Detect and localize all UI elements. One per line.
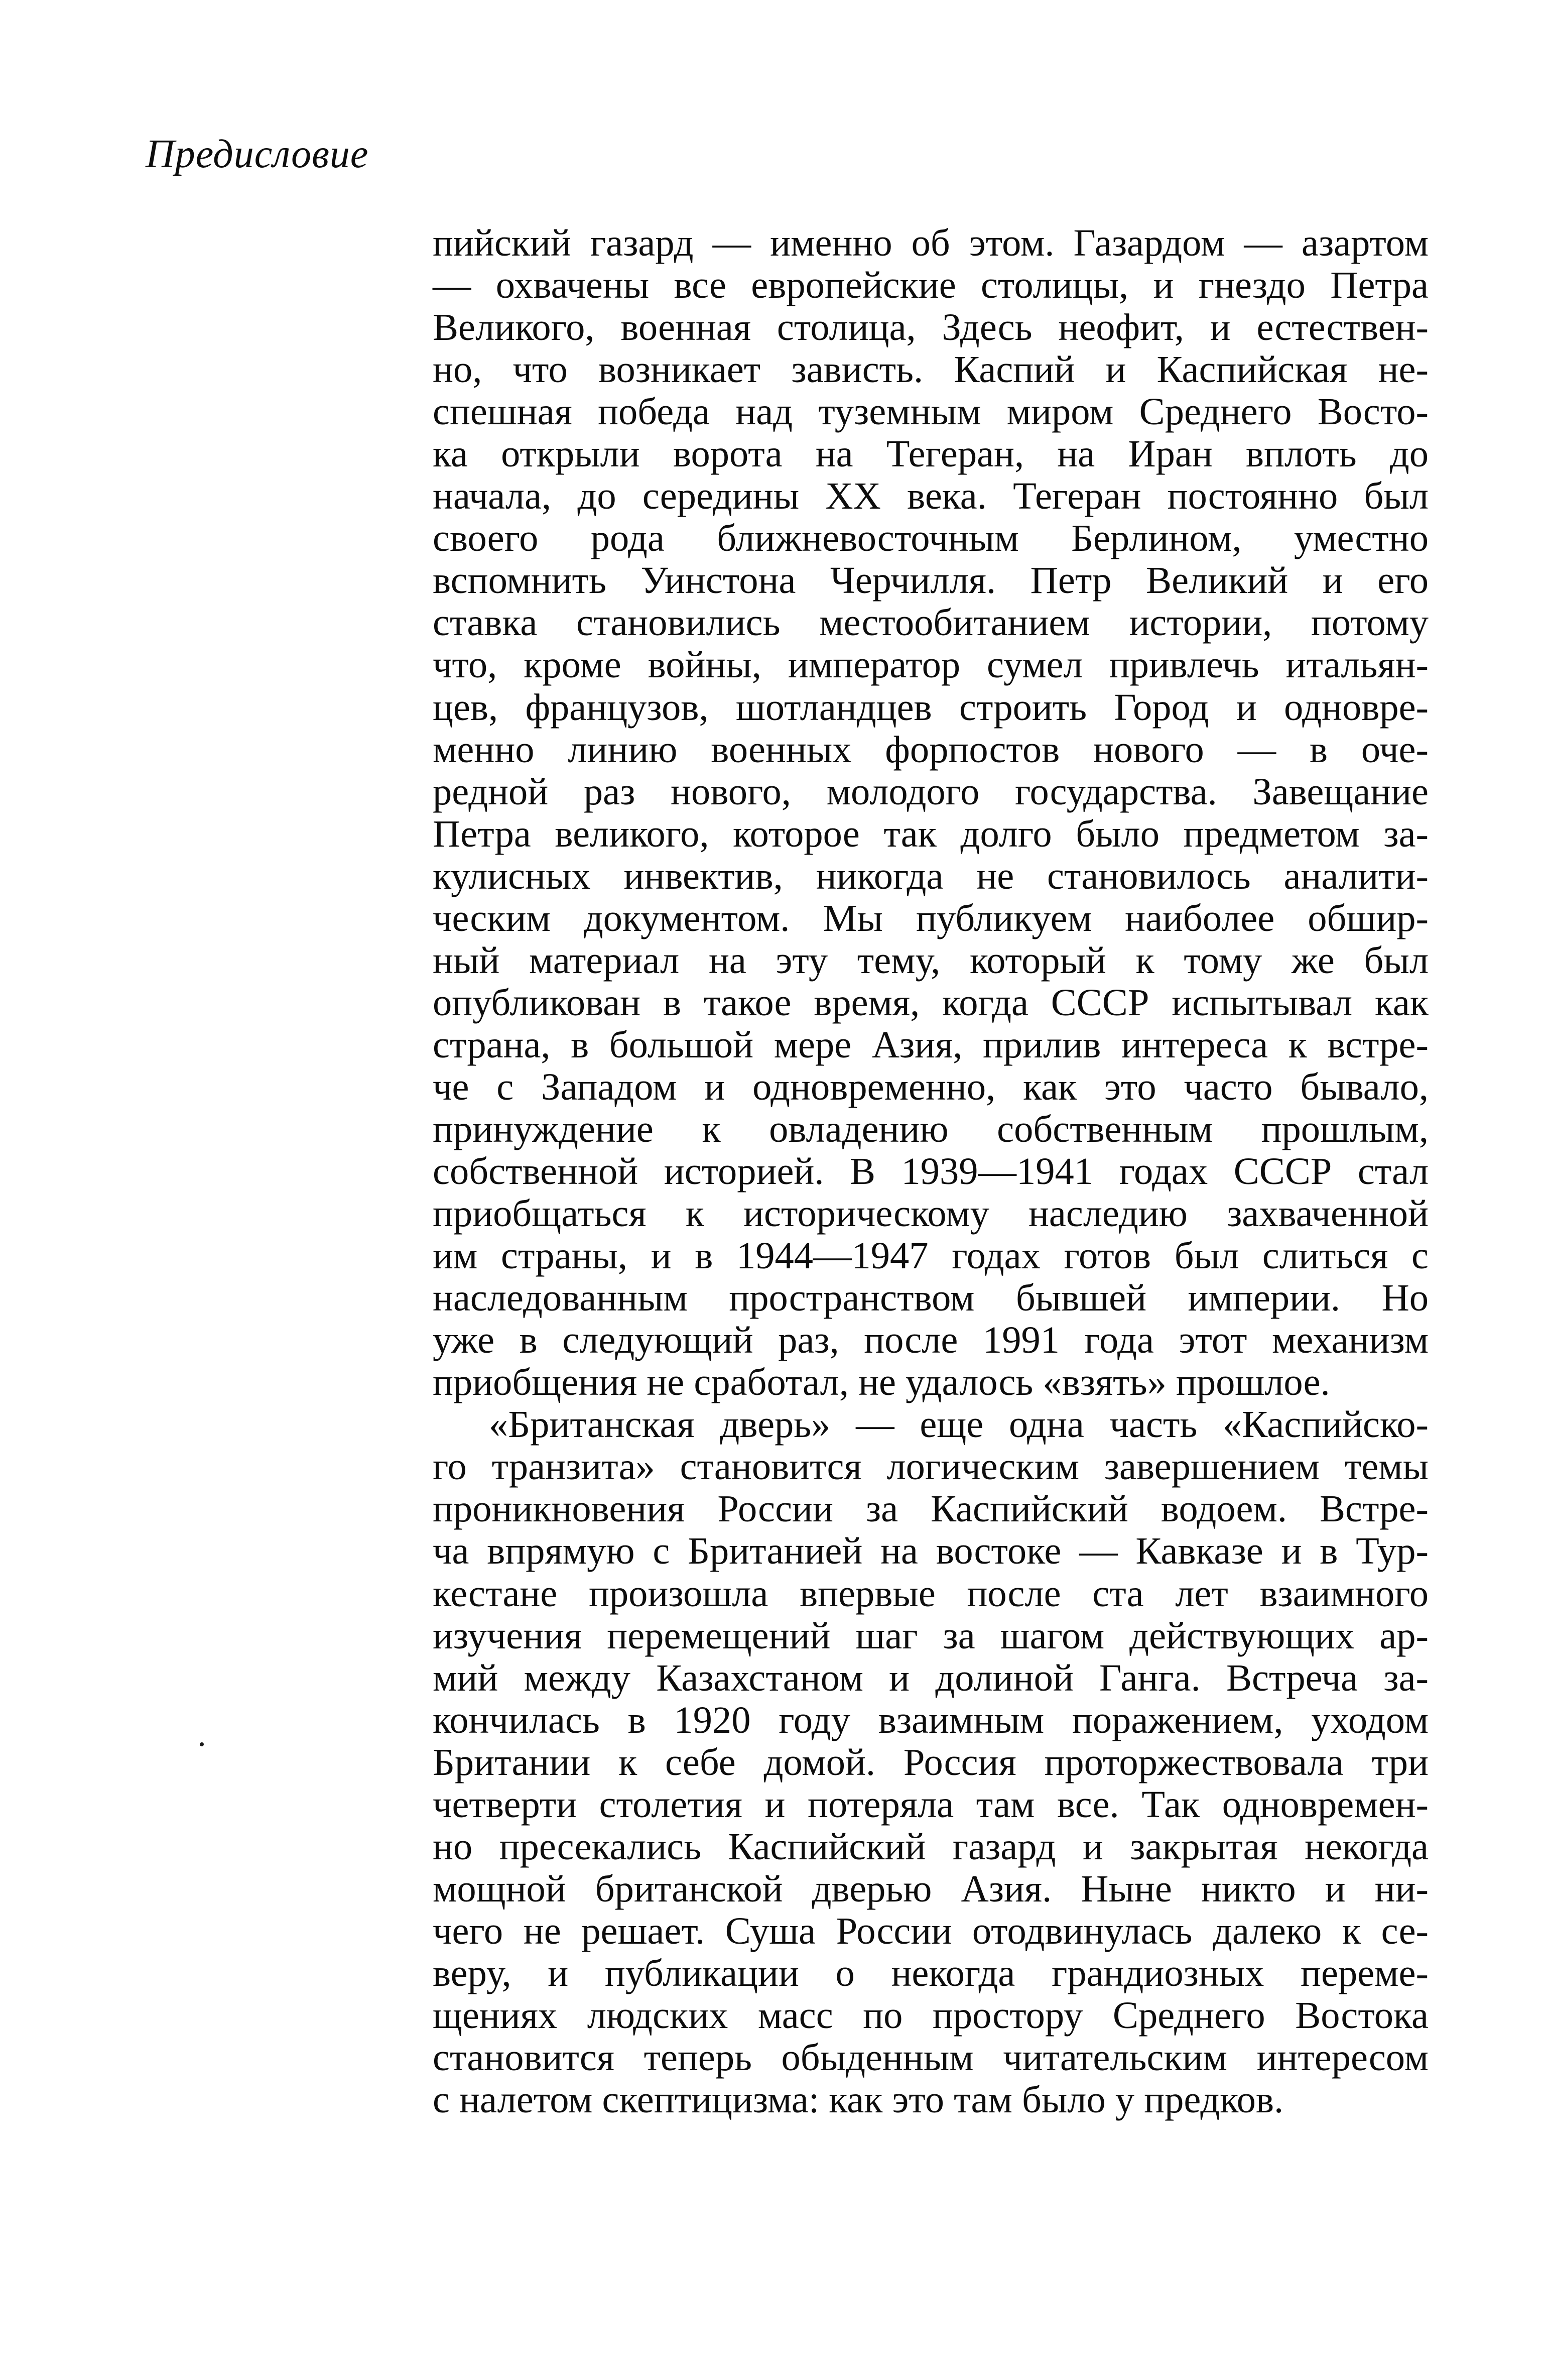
- print-speck: [200, 1742, 204, 1746]
- paragraph-2: [433, 1403, 1429, 2121]
- body-text: [433, 222, 1429, 2121]
- text-line: начала, до середины XX века. Тегеран постоянно был: [433, 474, 1429, 518]
- text-line: спешная победа над туземным миром Среднего Восто-: [433, 390, 1429, 433]
- text-line: редной раз нового, молодого государства. Завещание: [433, 770, 1429, 813]
- text-line: ка открыли ворота на Тегеран, на Иран вплоть до: [433, 432, 1429, 475]
- text-line: кестане произошла впервые после ста лет взаимного: [433, 1572, 1429, 1615]
- text-line: своего рода ближневосточным Берлином, уместно: [433, 517, 1429, 560]
- text-line: с налетом скептицизма: как это там было у предков.: [433, 2078, 1284, 2121]
- text-line: ставка становились местообитанием истории, потому: [433, 601, 1429, 644]
- text-line: приобщения не сработал, не удалось «взять» прошлое.: [433, 1361, 1330, 1404]
- text-line: кончилась в 1920 году взаимным поражением, уходом: [433, 1698, 1429, 1741]
- text-line: ча впрямую с Британией на востоке — Кавказе и в Тур-: [433, 1529, 1429, 1573]
- text-line: опубликован в такое время, когда СССР испытывал как: [433, 981, 1429, 1024]
- text-line: изучения перемещений шаг за шагом действующих ар-: [433, 1614, 1429, 1657]
- text-line: «Британская дверь» — еще одна часть «Каспийско-: [489, 1403, 1429, 1446]
- text-line: веру, и публикации о некогда грандиозных переме-: [433, 1951, 1429, 1994]
- text-line: цев, французов, шотландцев строить Город и одновре-: [433, 685, 1429, 729]
- text-line: пийский газард — именно об этом. Газардом — азартом: [433, 221, 1429, 264]
- text-line: четверти столетия и потеряла там все. Так одновремен-: [433, 1782, 1429, 1826]
- text-line: страна, в большой мере Азия, прилив интереса к встре-: [433, 1023, 1429, 1066]
- running-head: Предисловие: [146, 132, 369, 176]
- text-line: го транзита» становится логическим завершением темы: [433, 1445, 1429, 1488]
- text-line: ческим документом. Мы публикуем наиболее обшир-: [433, 896, 1429, 939]
- paragraph-1: [433, 222, 1429, 1403]
- text-line: но пресекались Каспийский газард и закрытая некогда: [433, 1825, 1429, 1868]
- text-line: принуждение к овладению собственным прошлым,: [433, 1107, 1429, 1150]
- text-line: мий между Казахстаном и долиной Ганга. Встреча за-: [433, 1656, 1429, 1699]
- text-line: становится теперь обыденным читательским интересом: [433, 2036, 1429, 2079]
- text-line: щениях людских масс по простору Среднего Востока: [433, 1993, 1429, 2037]
- text-line: приобщаться к историческому наследию захваченной: [433, 1192, 1429, 1235]
- text-line: уже в следующий раз, после 1991 года этот механизм: [433, 1319, 1429, 1362]
- text-line: че с Западом и одновременно, как это часто бывало,: [433, 1065, 1429, 1108]
- text-line: Великого, военная столица, Здесь неофит, и естествен-: [433, 306, 1429, 349]
- text-line: мощной британской дверью Азия. Ныне никто и ни-: [433, 1867, 1429, 1910]
- text-line: но, что возникает зависть. Каспий и Каспийская не-: [433, 348, 1429, 391]
- text-line: ный материал на эту тему, который к тому же был: [433, 938, 1429, 982]
- text-line: чего не решает. Суша России отодвинулась далеко к се-: [433, 1909, 1429, 1952]
- text-line: менно линию военных форпостов нового — в оче-: [433, 728, 1429, 771]
- text-line: им страны, и в 1944—1947 годах готов был слиться с: [433, 1234, 1429, 1277]
- text-line: наследованным пространством бывшей империи. Но: [433, 1276, 1429, 1320]
- text-line: — охвачены все европейские столицы, и гнездо Петра: [433, 264, 1429, 307]
- text-line: что, кроме войны, император сумел привлечь итальян-: [433, 643, 1429, 686]
- text-line: проникновения России за Каспийский водоем. Встре-: [433, 1487, 1429, 1530]
- text-line: кулисных инвектив, никогда не становилось аналити-: [433, 854, 1429, 897]
- text-line: Петра великого, которое так долго было предметом за-: [433, 812, 1429, 855]
- text-line: вспомнить Уинстона Черчилля. Петр Великий и его: [433, 559, 1429, 602]
- text-line: собственной историей. В 1939—1941 годах СССР стал: [433, 1150, 1429, 1193]
- text-line: Британии к себе домой. Россия проторжествовала три: [433, 1740, 1429, 1783]
